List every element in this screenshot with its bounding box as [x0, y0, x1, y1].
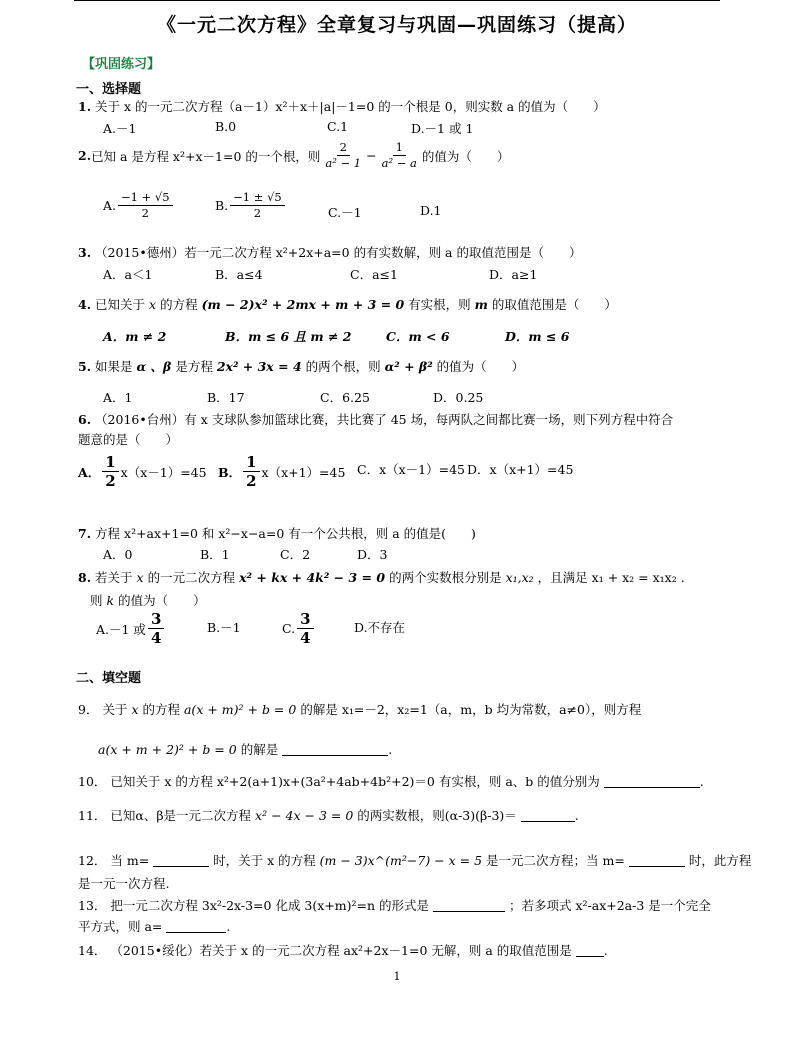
- q8-option-b: B.－1: [207, 620, 241, 635]
- q5-option-a: A．1: [103, 390, 133, 405]
- q3-option-c: C．a≤1: [350, 267, 398, 282]
- equation: x² − 4x − 3 = 0: [255, 808, 354, 823]
- q2-option-b: B. $\frac{-1 \pm √5}{2}$: [215, 190, 287, 221]
- answer-blank[interactable]: [576, 956, 604, 957]
- q5-option-d: D．0.25: [433, 390, 484, 405]
- q3-option-b: B．a≤4: [215, 267, 263, 282]
- q3-option-d: D．a≥1: [489, 267, 538, 282]
- q4-option-b: B．m ≤ 6 且 m ≠ 2: [225, 329, 352, 344]
- fraction-2: $\frac{1}{\text{a² − a}}$: [381, 140, 417, 170]
- q7-option-b: B．1: [200, 547, 230, 562]
- q8-option-a: A.－1 或 $\frac{3}{4}$: [96, 610, 166, 647]
- question-11: 11． 已知α、β是一元二次方程 x² − 4x − 3 = 0 的两实数根，则(α-3)(β-3)＝ .: [78, 808, 579, 823]
- q2-option-d: D.1: [420, 203, 442, 218]
- equation: (m − 2)x² + 2mx + m + 3 = 0: [201, 297, 405, 312]
- question-7: 7. 方程 x²+ax+1=0 和 x²−x−a=0 有一个公共根，则 a 的值是( ): [78, 526, 476, 541]
- question-4: 4. 已知关于 x 的方程 (m − 2)x² + 2mx + m + 3 = 0 有实根，则 m 的取值范围是（ ）: [78, 297, 617, 312]
- question-9-line2: a(x + m + 2)² + b = 0 的解是 .: [98, 742, 393, 757]
- question-8-line2: 则 k 的值为（ ）: [90, 593, 206, 608]
- q6-option-b: B． $\frac{1}{2}$ x（x+1）=45: [218, 453, 346, 490]
- question-2: 2. 已知 a 是方程 x²+x－1=0 的一个根，则 $\frac{2}{\text{a² − 1}}$ − $\frac{1}{\text{a² − a}}$ 的值为（ ）: [78, 140, 510, 170]
- equation: 2x² + 3x = 4: [216, 359, 302, 374]
- q5-option-b: B．17: [207, 390, 245, 405]
- answer-blank[interactable]: [166, 932, 226, 933]
- q1-option-b: B.0: [215, 119, 237, 134]
- q6-option-a: A． $\frac{1}{2}$ x（x－1）=45: [78, 453, 207, 490]
- q8-option-d: D.不存在: [354, 620, 406, 635]
- answer-blank[interactable]: [629, 866, 685, 867]
- question-12: 12． 当 m= 时，关于 x 的方程 (m − 3)x^(m²−7) − x = 5 是一元二次方程；当 m= 时，此方程: [78, 853, 752, 868]
- question-8: 8. 若关于 x 的一元二次方程 x² + kx + 4k² − 3 = 0 的两个实数根分别是 x₁,x₂ ，且满足 x₁ + x₂ = x₁x₂ .: [78, 570, 685, 585]
- equation: a(x + m + 2)² + b = 0: [98, 742, 237, 757]
- question-3: 3. （2015•德州）若一元二次方程 x²+2x+a=0 的有实数解，则 a 的取值范围是（ ）: [78, 245, 582, 260]
- q4-option-d: D．m ≤ 6: [505, 329, 570, 344]
- question-1: [78, 97, 606, 115]
- q2-option-c: C.－1: [328, 205, 362, 220]
- q4-option-c: C．m < 6: [386, 329, 450, 344]
- equation: (m − 3)x^(m²−7) − x = 5: [319, 853, 483, 868]
- q6-option-c: C．x（x－1）=45: [357, 462, 465, 477]
- question-number: 1.: [78, 99, 92, 114]
- question-text: 关于 x 的一元二次方程（a－1）x²＋x＋|a|－1=0 的一个根是 0，则实数 a 的值为（ ）: [95, 99, 606, 114]
- answer-blank[interactable]: [282, 755, 388, 756]
- q4-option-a: A．m ≠ 2: [103, 329, 167, 344]
- question-text: （2015•德州）若一元二次方程 x²+2x+a=0 的有实数解，则 a 的取值范围是（ ）: [95, 245, 582, 260]
- header-rule: [74, 0, 720, 1]
- equation: a(x + m)² + b = 0: [183, 702, 297, 717]
- section-multiple-choice: 一、选择题: [76, 82, 142, 97]
- answer-blank[interactable]: [153, 866, 209, 867]
- q7-option-a: A．0: [103, 547, 133, 562]
- q3-option-a: A．a＜1: [103, 267, 153, 282]
- question-5: 5. 如果是 α 、β 是方程 2x² + 3x = 4 的两个根，则 α² + β² 的值为（ ）: [78, 359, 525, 374]
- q7-option-c: C．2: [280, 547, 311, 562]
- question-9: 9． 关于 x 的方程 a(x + m)² + b = 0 的解是 x₁=－2，x₂=1（a，m，b 均为常数，a≠0），则方程: [78, 702, 642, 717]
- question-10: 10． 已知关于 x 的方程 x²+2(a+1)x+(3a²+4ab+4b²+2)＝0 有实根，则 a、b 的值分别为 .: [78, 774, 704, 789]
- question-number: 2.: [78, 148, 92, 163]
- page-title: 《一元二次方程》全章复习与巩固—巩固练习（提高）: [156, 14, 637, 36]
- fraction-1: $\frac{2}{\text{a² − 1}}$: [325, 140, 362, 170]
- question-13-line2: 平方式，则 a= .: [78, 919, 231, 934]
- q6-option-d: D．x（x+1）=45: [467, 462, 574, 477]
- q1-option-a: A.－1: [103, 121, 137, 136]
- answer-blank[interactable]: [604, 787, 700, 788]
- exercise-tag: 【巩固练习】: [82, 57, 161, 72]
- q2-option-a: A. $\frac{-1 + √5}{2}$: [103, 190, 175, 221]
- q5-option-c: C．6.25: [320, 390, 370, 405]
- page-number: 1: [393, 970, 401, 983]
- question-13: 13． 把一元二次方程 3x²-2x-3=0 化成 3(x+m)²=n 的形式是 ；若多项式 x²-ax+2a-3 是一个完全: [78, 898, 711, 913]
- answer-blank[interactable]: [521, 821, 575, 822]
- answer-blank[interactable]: [433, 911, 505, 912]
- q1-option-c: C.1: [327, 119, 349, 134]
- question-6-line2: 题意的是（ ）: [78, 432, 179, 447]
- section-fill-in: 二、填空题: [76, 671, 142, 686]
- equation: x² + kx + 4k² − 3 = 0: [239, 570, 386, 585]
- q1-option-d: D.－1 或 1: [411, 121, 474, 136]
- question-6: 6. （2016•台州）有 x 支球队参加篮球比赛，共比赛了 45 场，每两队之间都比赛一场，则下列方程中符合: [78, 412, 674, 427]
- question-12-line2: 是一元一次方程.: [78, 876, 170, 891]
- condition: x₁ + x₂ = x₁x₂: [591, 570, 677, 585]
- q7-option-d: D．3: [357, 547, 388, 562]
- question-text: 已知 a 是方程 x²+x－1=0 的一个根，则: [91, 148, 321, 164]
- question-14: 14． （2015•绥化）若关于 x 的一元二次方程 ax²+2x－1=0 无解，则 a 的取值范围是 .: [78, 943, 608, 958]
- q8-option-c: C. $\frac{3}{4}$: [282, 610, 316, 647]
